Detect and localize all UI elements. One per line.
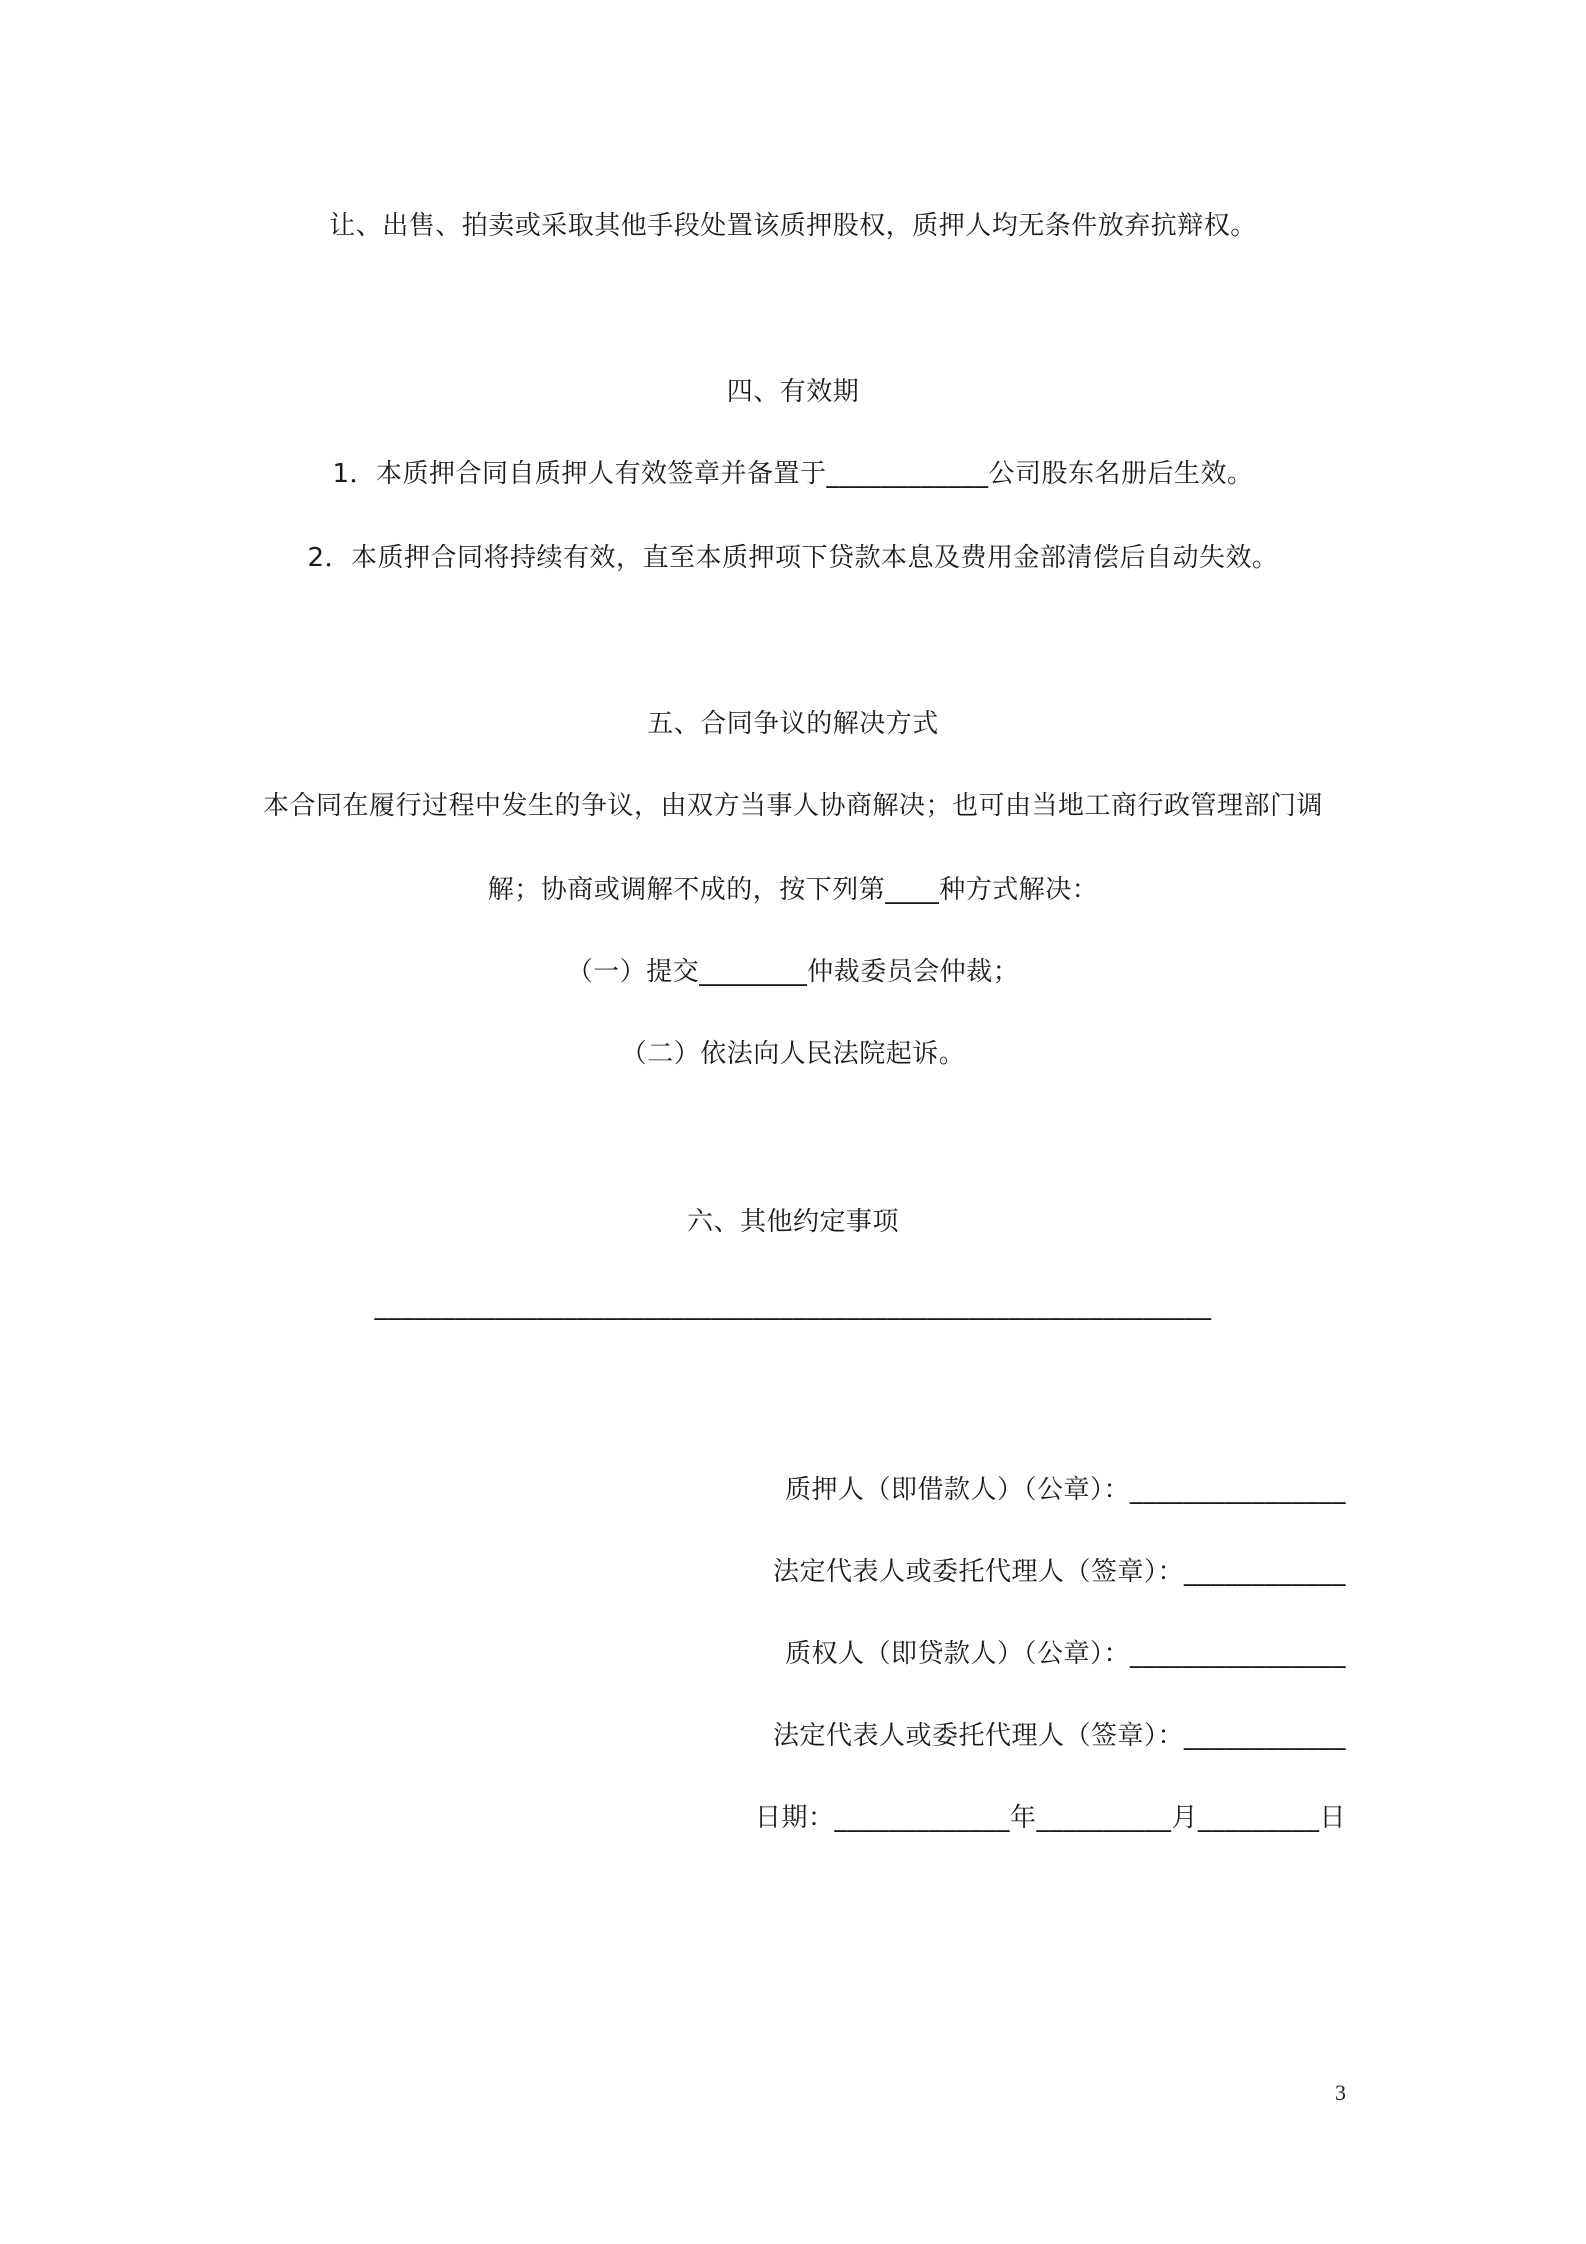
dispute-option-1: （一）提交________仲裁委员会仲裁；: [566, 957, 1020, 987]
section-heading-other: 六、其他约定事项: [686, 1207, 899, 1237]
signature-pledgee: 质权人（即贷款人）（公章）：________________: [784, 1639, 1346, 1669]
continuation-paragraph: 让、出售、拍卖或采取其他手段处置该质押股权，质押人均无条件放弃抗辩权。: [329, 211, 1257, 241]
signature-pledgee-representative: 法定代表人或委托代理人（签章）：____________: [772, 1721, 1346, 1751]
section-heading-dispute: 五、合同争议的解决方式: [647, 709, 939, 739]
signature-date: 日期：_____________年__________月_________日: [754, 1803, 1346, 1833]
validity-item-1: 1．本质押合同自质押人有效签章并备置于____________公司股东名册后生效。: [332, 459, 1254, 489]
other-terms-blank-line: ______________________________________________________________: [374, 1291, 1212, 1321]
signature-pledgor-representative: 法定代表人或委托代理人（签章）：____________: [772, 1557, 1346, 1587]
section-heading-validity: 四、有效期: [726, 377, 860, 407]
dispute-paragraph-line-1: 本合同在履行过程中发生的争议，由双方当事人协商解决；也可由当地工商行政管理部门调: [262, 791, 1323, 821]
signature-pledgor: 质押人（即借款人）（公章）：________________: [784, 1475, 1346, 1505]
validity-item-2: 2．本质押合同将持续有效，直至本质押项下贷款本息及费用金部清偿后自动失效。: [307, 543, 1279, 573]
dispute-paragraph-line-2: 解；协商或调解不成的，按下列第____种方式解决：: [487, 875, 1099, 905]
dispute-option-2: （二）依法向人民法院起诉。: [620, 1039, 966, 1069]
page-number: 3: [1335, 2080, 1346, 2105]
